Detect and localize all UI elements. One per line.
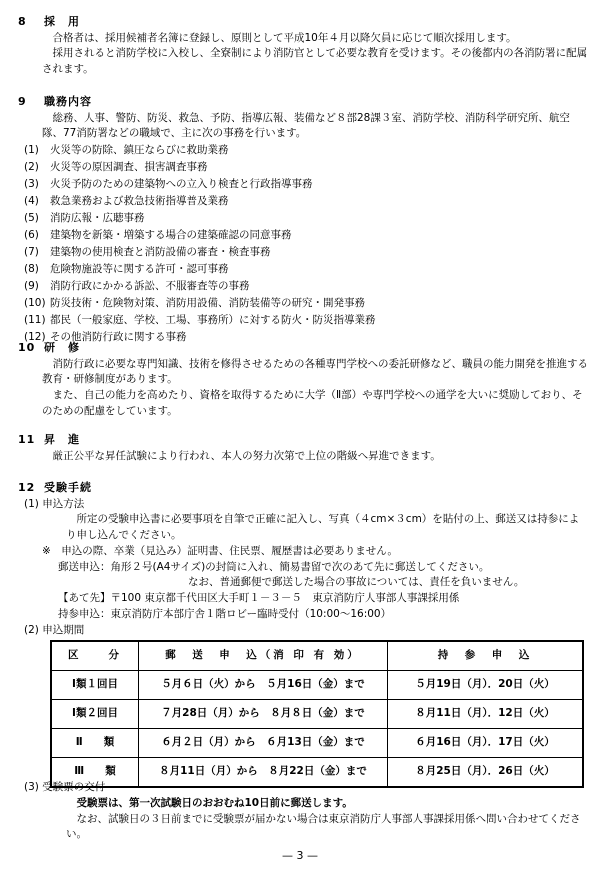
section-title: 昇 進	[44, 433, 80, 446]
section-12	[18, 480, 588, 638]
table-cell: Ⅲ 類	[51, 758, 139, 788]
section-number: 12	[18, 481, 36, 494]
table-cell: ８月11日（月）から ８月22日（金）まで	[139, 758, 388, 788]
table-cell: ５月６日（火）から ５月16日（金）まで	[139, 671, 388, 700]
column-header: 持 参 申 込	[388, 641, 584, 671]
subsection-3-body	[18, 796, 588, 843]
table-cell: ８月11日（月）．12日（火）	[388, 700, 584, 729]
paragraph: 消防行政に必要な専門知識、技術を修得させるための各種専門学校への委託研修など、職員の能力開発を推進する教育・研修制度があります。	[42, 357, 588, 386]
section-9-intro	[18, 111, 588, 143]
subsection-1-body	[18, 512, 588, 544]
section-8-body	[18, 31, 588, 78]
section-title: 研 修	[44, 341, 80, 354]
section-8	[18, 14, 588, 78]
table-cell: Ⅱ 類	[51, 729, 139, 758]
section-title: 採 用	[44, 15, 80, 28]
section-number: 8	[18, 15, 27, 28]
section-10	[18, 340, 588, 420]
paragraph: 総務、人事、警防、防災、救急、予防、指導広報、装備など８部28課３室、消防学校、消防科学研究所、航空隊、77消防署などの職域で、主に次の事務を行います。	[42, 111, 570, 140]
section-number: 11	[18, 433, 36, 446]
table-cell: Ⅰ類１回目	[51, 671, 139, 700]
section-11	[18, 432, 588, 464]
table-cell: ６月16日（月）．17日（火）	[388, 729, 584, 758]
section-11-body	[18, 449, 588, 465]
application-period-table	[50, 640, 584, 788]
list-item: (5) 消防広報・広聴事務	[24, 212, 145, 224]
address: 【あて先】〒100 東京都千代田区大手町１－３－５ 東京消防庁人事部人事課採用係	[58, 592, 460, 604]
section-number: 9	[18, 95, 27, 108]
section-title: 職務内容	[44, 95, 92, 108]
section-8-heading	[18, 14, 588, 31]
subsection-2-label: (2) 申込期間	[24, 623, 85, 636]
page-number: — 3 —	[282, 849, 318, 862]
list-item: (11) 都民（一般家庭、学校、工場、事務所）に対する防火・防災指導業務	[24, 314, 376, 326]
paragraph: また、自己の能力を高めたり、資格を取得するために大学（Ⅱ部）や専門学校への通学を大いに奨励しており、そのための配慮をしています。	[42, 389, 583, 417]
list-item: (7) 建築物の使用検査と消防設備の審査・検査事務	[24, 246, 271, 258]
subsection-3	[18, 780, 588, 843]
section-title: 受験手続	[44, 481, 92, 494]
table-header-row	[51, 641, 583, 671]
paragraph: 厳正公平な昇任試験により行われ、本人の努力次第で上位の階級へ昇進できます。	[52, 449, 441, 462]
list-item: (9) 消防行政にかかる訴訟、不服審査等の事務	[24, 280, 250, 292]
in-person-application: 持参申込：東京消防庁本部庁舎１階ロビー臨時受付（10:00～16:00）	[58, 607, 392, 620]
list-item: (2) 火災等の原因調査、損害調査事務	[24, 161, 208, 173]
section-10-body	[18, 357, 588, 420]
section-number: 10	[18, 341, 36, 354]
subsection-1-label: (1) 申込方法	[24, 497, 85, 510]
mail-disclaimer: なお、普通郵便で郵送した場合の事故については、責任を負いません。	[188, 576, 525, 589]
paragraph: 合格者は、採用候補者名簿に登録し、原則として平成10年４月以降欠員に応じて順次採用します。	[52, 31, 517, 44]
list-item: (12) その他消防行政に関する事務	[24, 331, 187, 343]
table-row	[51, 671, 583, 700]
paragraph: 採用されると消防学校に入校し、全寮制により消防官として必要な教育を受けます。その後都内の各消防署に配属されます。	[42, 47, 588, 75]
list-item: (4) 救急業務および救急技術指導普及業務	[24, 195, 229, 207]
subsection-3-label: (3) 受験票の交付	[24, 781, 106, 793]
table-cell: ５月19日（月）．20日（火）	[388, 671, 584, 700]
paragraph: 受験票は、第一次試験日のおおむね10日前に郵送します。	[76, 796, 353, 809]
list-item: (10) 防災技術・危険物対策、消防用設備、消防装備等の研究・開発事務	[24, 297, 365, 309]
list-item: (3) 火災予防のための建築物への立入り検査と行政指導事務	[24, 178, 313, 190]
section-11-heading	[18, 432, 588, 449]
table-cell: ６月２日（月）から ６月13日（金）まで	[139, 729, 388, 758]
column-header: 区 分	[51, 641, 139, 671]
duty-list	[18, 142, 588, 346]
list-item: (6) 建築物を新築・増築する場合の建築確認の同意事務	[24, 229, 292, 241]
mail-application: 郵送申込：角形２号(A4サイズ)の封筒に入れ、簡易書留で次のあて先に郵送してください。	[58, 560, 490, 573]
section-9-heading	[18, 94, 588, 111]
table-row	[51, 700, 583, 729]
table-cell: ８月25日（月）．26日（火）	[388, 758, 584, 788]
list-item: (8) 危険物施設等に関する許可・認可事務	[24, 263, 229, 275]
section-9	[18, 94, 588, 346]
section-10-heading	[18, 340, 588, 357]
paragraph: なお、試験日の３日前までに受験票が届かない場合は東京消防庁人事部人事課採用係へ問い合わせてください。	[66, 812, 581, 841]
note: ※ 申込の際、卒業（見込み）証明書、住民票、履歴書は必要ありません。	[42, 544, 398, 557]
table-cell: Ⅰ類２回目	[51, 700, 139, 729]
column-header: 郵 送 申 込（消 印 有 効）	[139, 641, 388, 671]
section-12-heading	[18, 480, 588, 497]
paragraph: 所定の受験申込書に必要事項を自筆で正確に記入し、写真（４cm×３cm）を貼付の上、郵送又は持参により申し込んでください。	[66, 513, 580, 541]
list-item: (1) 火災等の防除、鎮圧ならびに救助業務	[24, 144, 229, 156]
table-cell: ７月28日（月）から ８月８日（金）まで	[139, 700, 388, 729]
table-row	[51, 729, 583, 758]
